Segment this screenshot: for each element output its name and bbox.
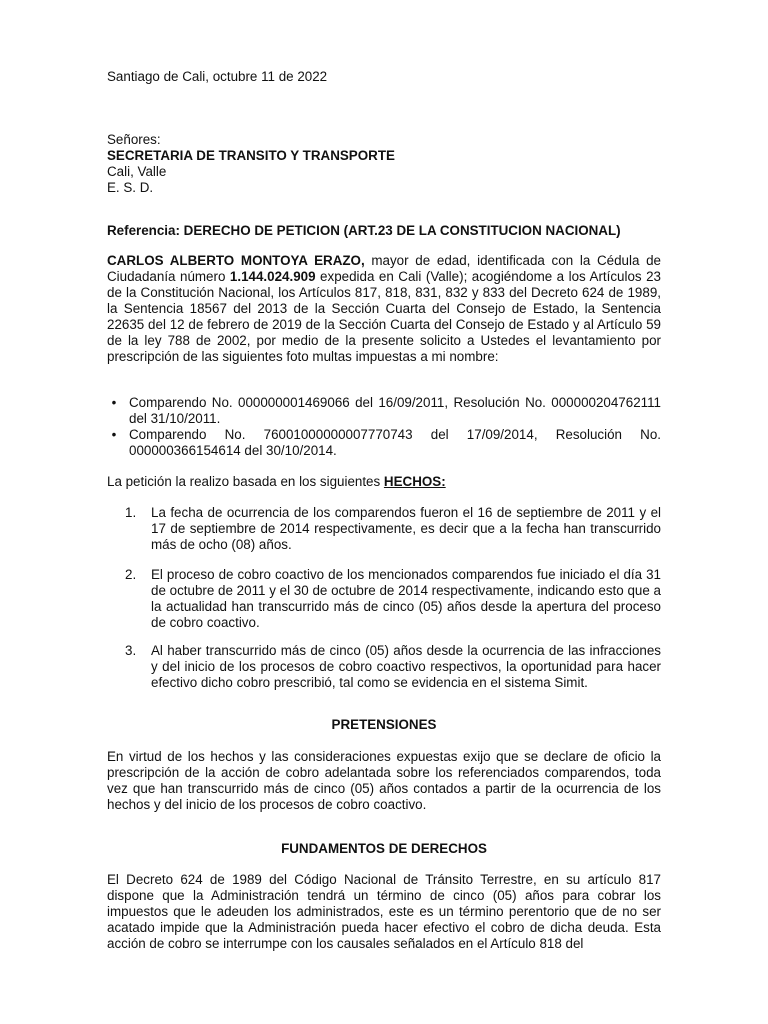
recipient-city: Cali, Valle: [107, 164, 167, 179]
list-item: [107, 567, 661, 631]
pretensiones-heading: PRETENSIONES: [331, 717, 437, 732]
intro-paragraph: [107, 253, 661, 365]
petitioner-name: CARLOS ALBERTO MONTOYA ERAZO,: [107, 253, 365, 268]
facts-intro: [107, 474, 446, 490]
recipient-block: [107, 132, 661, 196]
bullet-dot: •: [111, 395, 117, 410]
salutation: Señores:: [107, 132, 161, 147]
fine-text: Comparendo No. 000000001469066 del 16/09/2011, Resolución No. 000000204762111 del 31/10/2011.: [129, 395, 661, 426]
fact-number: 1.: [125, 505, 137, 520]
fact-number: 3.: [125, 643, 137, 658]
fundamentos-text: El Decreto 624 de 1989 del Código Nacional de Tránsito Terrestre, en su artículo 817 dispone que la Administración tendrá un término de cinco (05) años para cobrar los impuestos que le adeuden los administrados, este es un término perentorio que de no ser acatado impide que la Administración pueda hacer efectivo el cobro de dicha deuda. Esta acción de cobro se interrumpe con los causales señalados en el Artículo 818 del: [107, 872, 661, 951]
facts-intro-text: La petición la realizo basada en los siguientes: [107, 474, 384, 489]
facts-keyword: HECHOS:: [383, 474, 446, 489]
fact-text: Al haber transcurrido más de cinco (05) años desde la ocurrencia de las infracciones y del inicio de los procesos de cobro coactivo respectivos, la oportunidad para hacer efectivo dicho cobro prescribió, tal como se evidencia en el sistema Simit.: [151, 643, 661, 690]
list-item: [107, 505, 661, 553]
reference-text: DERECHO DE PETICION (ART.23 DE LA CONSTITUCION NACIONAL): [183, 223, 621, 238]
facts-list: [107, 505, 661, 553]
list-item: [107, 395, 661, 427]
reference-label: Referencia:: [107, 223, 180, 238]
fact-number: 2.: [125, 567, 137, 582]
fine-text: Comparendo No. 76001000000007770743 del 17/09/2014, Resolución No. 000000366154614 del 30/10/2014.: [129, 427, 661, 458]
fundamentos-heading: FUNDAMENTOS DE DERECHOS: [281, 841, 487, 856]
fact-text: La fecha de ocurrencia de los comparendos fueron el 16 de septiembre de 2011 y el 17 de septiembre de 2014 respectivamente, es decir que a la fecha han transcurrido más de ocho (08) años.: [151, 505, 661, 552]
bullet-dot: •: [111, 427, 117, 442]
list-item: [107, 643, 661, 691]
recipient-esd: E. S. D.: [107, 180, 154, 195]
fines-list: [107, 395, 661, 459]
place-date: Santiago de Cali, octubre 11 de 2022: [107, 69, 328, 84]
pretensiones-text: En virtud de los hechos y las consideraciones expuestas exijo que se declare de oficio la prescripción de la acción de cobro adelantada sobre los referenciados comparendos, toda vez que han transcurrido más de cinco (05) años contados a partir de la ocurrencia de los hechos y del inicio de los procesos de cobro coactivo.: [107, 749, 661, 812]
id-number: 1.144.024.909: [229, 269, 316, 284]
fact-text: El proceso de cobro coactivo de los mencionados comparendos fue iniciado el día 31 de octubre de 2011 y el 30 de octubre de 2014 respectivamente, indicando esto que a la actualidad han transcurrido más de cinco (05) años desde la apertura del proceso de cobro coactivo.: [151, 567, 661, 630]
recipient-entity: SECRETARIA DE TRANSITO Y TRANSPORTE: [107, 148, 395, 163]
facts-list: [107, 567, 661, 631]
facts-list: [107, 643, 661, 691]
intro-part1: mayor de edad, identificada con la Cédula de Ciudadanía número: [107, 253, 661, 284]
reference-line: [107, 223, 621, 239]
intro-part2: expedida en Cali (Valle); acogiéndome a los Artículos 23 de la Constitución Nacional, los Artículos 817, 818, 831, 832 y 833 del Decreto 624 de 1989, la Sentencia 18567 del 2013 de la Sección Cuarta del Consejo de Estado, la Sentencia 22635 del 12 de febrero de 2019 de la Sección Cuarta del Consejo de Estado y al Artículo 59 de la ley 788 de 2002, por medio de la presente solicito a Ustedes el levantamiento por prescripción de las siguientes foto multas impuestas a mi nombre:: [107, 269, 661, 364]
list-item: [107, 427, 661, 459]
